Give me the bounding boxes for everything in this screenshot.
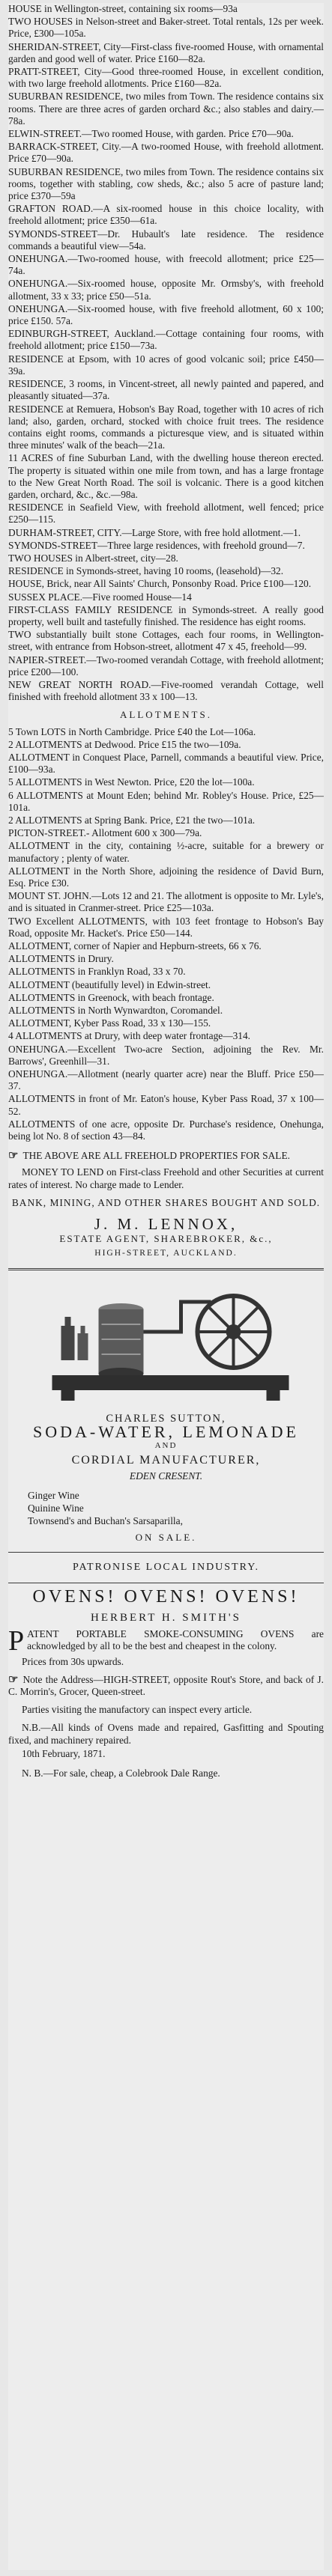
allotment-listing: 2 ALLOTMENTS at Spring Bank. Price, £21 the two—101a. <box>8 814 256 826</box>
allotment-listing: 5 ALLOTMENTS in West Newton. Price, £20 the lot—100a. <box>8 776 255 788</box>
patent-dropcap: P <box>8 1625 25 1657</box>
patent-text: ATENT PORTABLE SMOKE-CONSUMING OVENS are acknowledged by all to be the best and cheapest in the colony. <box>27 1628 324 1652</box>
patronise-heading: PATRONISE LOCAL INDUSTRY. <box>72 1561 259 1573</box>
allotment-listing: 6 ALLOTMENTS at Mount Eden; behind Mr. Robley's House. Price, £25—101a. <box>8 789 324 813</box>
sutton-trade-b: CORDIAL MANUFACTURER, <box>71 1454 261 1467</box>
allotment-listing: ALLOTMENT in the city, containing ½-acre, suitable for a brewery or manufactory ; plenty of water. <box>8 840 324 864</box>
property-listing: TWO HOUSES in Nelson-street and Baker-street. Total rentals, 12s per week. Price, £300—105a. <box>8 16 324 40</box>
property-listing: SHERIDAN-STREET, City—First-class five-roomed House, with ornamental garden and good well of water. Price £160—82a. <box>8 40 324 64</box>
property-listing: NAPIER-STREET.—Two-roomed verandah Cottage, with freehold allotment; price £200—100. <box>8 654 324 678</box>
allotment-listing: PICTON-STREET.- Allotment 600 x 300—79a. <box>8 827 202 839</box>
property-listing: HOUSE, Brick, near All Saints' Church, Ponsonby Road. Price £100—120. <box>8 578 312 590</box>
property-listing: ONEHUNGA.—Six-roomed house, with five freehold allotment, 60 x 100; price £150. 57a. <box>8 302 324 327</box>
prices-note: Prices from 30s upwards. <box>22 1655 124 1667</box>
patent-oven-paragraph <box>8 1625 324 1657</box>
lennox-trade: ESTATE AGENT, SHAREBROKER, &c., <box>59 1233 273 1245</box>
sutton-product: Townsend's and Buchan's Sarsaparilla, <box>28 1515 183 1527</box>
property-listing: TWO substantially built stone Cottages, each four rooms, in Wellington-street, with entrance from Hobson-street, allotment 47 x 45, freehold—99. <box>8 629 324 653</box>
bank-shares-note: BANK, MINING, AND OTHER SHARES BOUGHT AND SOLD. <box>11 1196 321 1208</box>
pointing-hand-icon: ☞ <box>8 1150 19 1163</box>
property-listing: ELWIN-STREET.—Two roomed House, with garden. Price £70—90a. <box>8 128 294 140</box>
pointing-hand-icon: ☞ <box>8 1673 19 1686</box>
sutton-product-list <box>28 1490 324 1528</box>
property-listing: FIRST-CLASS FAMILY RESIDENCE in Symonds-street. A really good property, well built and tastefully finished. The residence has eight rooms. <box>8 603 324 627</box>
property-listing: RESIDENCE at Remuera, Hobson's Bay Road, together with 10 acres of rich land; also, garden, orchard, stocked with choice fruit trees. The residence contains eight rooms, commands a picturesque view, and is situated within three minutes' walk of the beach—21a. <box>8 403 324 451</box>
section-divider <box>8 1268 324 1270</box>
sutton-address: EDEN CRESENT. <box>129 1470 203 1482</box>
allotments-list <box>8 726 324 1143</box>
lennox-address: HIGH-STREET, AUCKLAND. <box>94 1248 238 1258</box>
property-listing: SYMONDS-STREET—Three large residences, with freehold ground—7. <box>8 539 305 551</box>
allotment-listing: ONEHUNGA.—Excellent Two-acre Section, adjoining the Rev. Mr. Barrows', Greenhill—31. <box>8 1043 324 1067</box>
property-listing: ONEHUNGA.—Two-roomed house, with freecold allotment; price £25—74a. <box>8 253 324 277</box>
newspaper-column <box>8 3 324 2570</box>
sutton-product: Quinine Wine <box>28 1502 84 1514</box>
allotment-listing: ALLOTMENTS of one acre, opposite Dr. Purchase's residence, Onehunga, being lot No. 8 of section 43—84. <box>8 1118 324 1142</box>
allotment-listing: 5 Town LOTS in North Cambridge. Price £40 the Lot—106a. <box>8 725 256 737</box>
property-listing: SUBURBAN RESIDENCE, two miles from Town. The residence contains six rooms. There are three acres of garden orchard &c.; also stables and dairy.—78a. <box>8 91 324 127</box>
sutton-name: CHARLES SUTTON, <box>106 1412 226 1425</box>
nb-range-note: N. B.—For sale, cheap, a Colebrook Dale Range. <box>22 1767 220 1779</box>
allotment-listing: ALLOTMENTS in front of Mr. Eaton's house, Kyber Pass Road, 37 x 100—52. <box>8 1093 324 1117</box>
soda-machine-illustration <box>8 1279 324 1407</box>
herbert-smith-name: HERBERT H. SMITH'S <box>91 1611 241 1624</box>
property-listing: RESIDENCE in Seafield View, with freehold allotment, well fenced; price £250—115. <box>8 502 324 526</box>
address-note <box>8 1674 324 1698</box>
freehold-note-text: THE ABOVE ARE ALL FREEHOLD PROPERTIES FOR SALE. <box>22 1150 291 1162</box>
money-to-lend-note: MONEY TO LEND on First-class Freehold and other Securities at current rates of interest. No charge made to Lender. <box>8 1166 324 1190</box>
property-listing: NEW GREAT NORTH ROAD.—Five-roomed verandah Cottage, well finished with freehold allotment 33 x 100—13. <box>8 678 324 703</box>
allotment-listing: ALLOTMENTS in Drury. <box>8 953 114 965</box>
property-listing: SUSSEX PLACE.—Five roomed House—14 <box>8 591 192 603</box>
sutton-and: AND <box>154 1441 178 1451</box>
allotment-listing: ALLOTMENT, Kyber Pass Road, 33 x 130—155. <box>8 1017 211 1029</box>
property-listing: ONEHUNGA.—Six-roomed house, opposite Mr. Ormsby's, with freehold allotment, 33 x 33; price £50—51a. <box>8 278 324 302</box>
section-divider <box>8 1552 324 1553</box>
property-listing: RESIDENCE in Symonds-street, having 10 rooms, (leasehold)—32. <box>8 565 284 577</box>
parties-note: Parties visiting the manufactory can inspect every article. <box>22 1704 253 1716</box>
allotment-listing: ALLOTMENTS in North Wynwardton, Coromandel. <box>8 1005 223 1017</box>
allotment-listing: ALLOTMENT, corner of Napier and Hepburn-streets, 66 x 76. <box>8 940 262 952</box>
property-listing: HOUSE in Wellington-street, containing six rooms—93a <box>8 3 238 14</box>
allotments-heading: ALLOTMENTS. <box>120 709 212 721</box>
sutton-on-sale: ON SALE. <box>135 1532 197 1544</box>
property-listing: GRAFTON ROAD.—A six-roomed house in this choice locality, with freehold allotment; price £350—61a. <box>8 203 324 227</box>
allotment-listing: 4 ALLOTMENTS at Drury, with deep water frontage—314. <box>8 1030 251 1042</box>
address-note-text: Note the Address—HIGH-STREET, opposite Rout's Store, and back of J. C. Morrin's, Grocer, Queen-street. <box>8 1673 324 1697</box>
nb-ovens-note: N.B.—All kinds of Ovens made and repaired, Gasfitting and Spouting fixed, and machinery repaired. <box>8 1722 324 1746</box>
property-listing: SYMONDS-STREET—Dr. Hubault's late residence. The residence commands a beautiful view—54a. <box>8 228 324 252</box>
allotment-listing: TWO Excellent ALLOTMENTS, with 103 feet frontage to Hobson's Bay Road, opposite Mr. Hacket's. Price £50—144. <box>8 915 324 939</box>
property-listing: TWO HOUSES in Albert-street, city—28. <box>8 552 178 564</box>
property-listing: 11 ACRES of fine Suburban Land, with the dwelling house thereon erected. The property is situated within one mile from town, and has a large frontage to the New Great North Road. The soil is volcanic. There is a good kitchen garden, orchard, &c., &c.—98a. <box>8 452 324 500</box>
allotment-listing: ONEHUNGA.—Allotment (nearly quarter acre) near the Bluff. Price £50—37. <box>8 1068 324 1092</box>
ovens-heading: OVENS! OVENS! OVENS! <box>32 1586 300 1607</box>
property-listing: SUBURBAN RESIDENCE, two miles from Town. The residence contains six rooms, together with stabling, cow sheds, &c.; also 5 acre of pasture land; price £370—59a <box>8 165 324 202</box>
sutton-trade-a: SODA-WATER, LEMONADE <box>33 1422 299 1441</box>
date-line: 10th February, 1871. <box>22 1747 106 1759</box>
allotment-listing: 2 ALLOTMENTS at Dedwood. Price £15 the two—109a. <box>8 738 241 750</box>
allotment-listing: ALLOTMENTS in Franklyn Road, 33 x 70. <box>8 966 186 978</box>
lennox-name: J. M. LENNOX, <box>94 1215 238 1234</box>
allotment-listing: ALLOTMENT in the North Shore, adjoining the residence of David Burn, Esq. Price £30. <box>8 865 324 889</box>
property-sales-list <box>8 3 324 703</box>
allotment-listing: ALLOTMENT (beautifully level) in Edwin-street. <box>8 978 211 990</box>
sutton-product: Ginger Wine <box>28 1489 79 1501</box>
property-listing: EDINBURGH-STREET, Auckland.—Cottage containing four rooms, with freehold allotment; price £150—73a. <box>8 328 324 352</box>
property-listing: PRATT-STREET, City—Good three-roomed House, in excellent condition, with two large freehold allotments. Price £160—82a. <box>8 66 324 90</box>
freehold-note <box>8 1150 324 1162</box>
allotment-listing: ALLOTMENT in Conquest Place, Parnell, commands a beautiful view. Price, £100—93a. <box>8 751 324 776</box>
allotment-listing: ALLOTMENTS in Greenock, with beach frontage. <box>8 991 214 1003</box>
property-listing: DURHAM-STREET, CITY.—Large Store, with free hold allotment.—1. <box>8 526 301 538</box>
property-listing: RESIDENCE, 3 rooms, in Vincent-street, all newly painted and papered, and pleasantly situated—37a. <box>8 378 324 402</box>
property-listing: BARRACK-STREET, City.—A two-roomed House, with freehold allotment. Price £70—90a. <box>8 141 324 165</box>
property-listing: RESIDENCE at Epsom, with 10 acres of good volcanic soil; price £450—39a. <box>8 353 324 377</box>
allotment-listing: MOUNT ST. JOHN.—Lots 12 and 21. The allotment is opposite to Mr. Lyle's, and is situated in Cranmer-street. Price £25—103a. <box>8 890 324 914</box>
